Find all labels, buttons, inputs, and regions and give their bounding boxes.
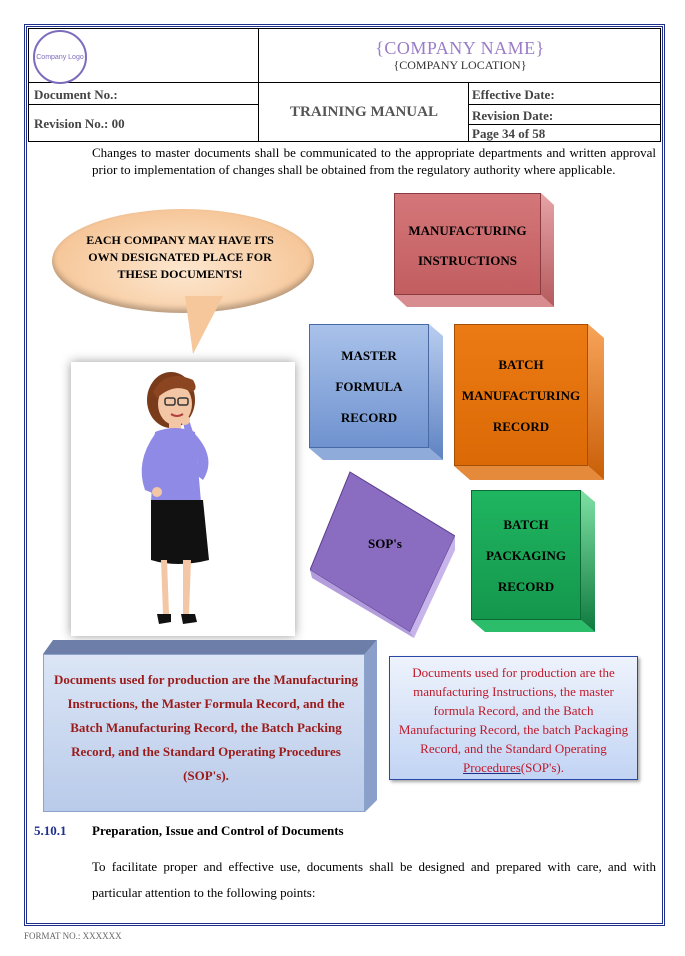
speech-bubble-text: EACH COMPANY MAY HAVE ITS OWN DESIGNATED PLACE FOR THESE DOCUMENTS! [86,233,274,281]
caption-right-box [389,656,638,780]
sops-label: SOP's [368,536,402,551]
master-formula-record-box [309,324,443,460]
page-number: Page 34 of 58 [472,126,546,141]
format-number-footer: FORMAT NO.: XXXXXX [24,931,122,941]
revision-date-label: Revision Date: [472,108,554,123]
master-formula-record-label: MASTER FORMULA RECORD [335,347,403,425]
company-logo: Company Logo [33,30,87,84]
batch-packaging-record-box [471,490,595,632]
manufacturing-instructions-box [394,193,554,307]
manufacturing-instructions-label: MANUFACTURING INSTRUCTIONS [408,223,527,268]
section-title: Preparation, Issue and Control of Documents [92,823,344,838]
manual-title: TRAINING MANUAL [290,104,438,120]
caption-right-underlined: Procedures [463,760,521,775]
company-name: {COMPANY NAME} [375,38,545,58]
batch-packaging-record-label: BATCH PACKAGING RECORD [486,516,566,594]
caption-left-text: Documents used for production are the Manufacturing Instructions, the Master Formula Record, and the Batch Manufacturing Record, the Batch Packing Record, and the Standard Operating Procedures (SOP's). [53,672,359,783]
teacher-figure-image [71,362,295,636]
effective-date-label: Effective Date: [472,87,555,102]
woman-figure-illustration [71,362,295,636]
caption-left-box [43,640,377,812]
company-location: {COMPANY LOCATION} [393,58,527,72]
caption-right-text [398,663,629,777]
section-body: To facilitate proper and effective use, documents shall be designed and prepared with care, and with particular attention to the following points: [92,859,656,900]
speech-bubble-tail [185,296,223,354]
batch-manufacturing-record-label: BATCH MANUFACTURING RECORD [461,356,581,434]
intro-paragraph: Changes to master documents shall be communicated to the appropriate departments and written approval prior to implementation of changes shall be obtained from the regulatory authority where applicable. [92,145,656,177]
caption-right-prefix: Documents used for production are the manufacturing Instructions, the master formula Record, and the Batch Manufacturing Record, the batch Packaging Record, and the Standard Operating [398,665,629,756]
sops-box [310,470,455,638]
sops-book-shape [310,470,455,638]
revision-no-label: Revision No.: 00 [34,116,125,131]
batch-manufacturing-record-box [454,324,604,480]
caption-right-suffix: (SOP's). [520,760,564,775]
section-number: 5.10.1 [34,823,67,838]
document-no-label: Document No.: [34,87,118,102]
